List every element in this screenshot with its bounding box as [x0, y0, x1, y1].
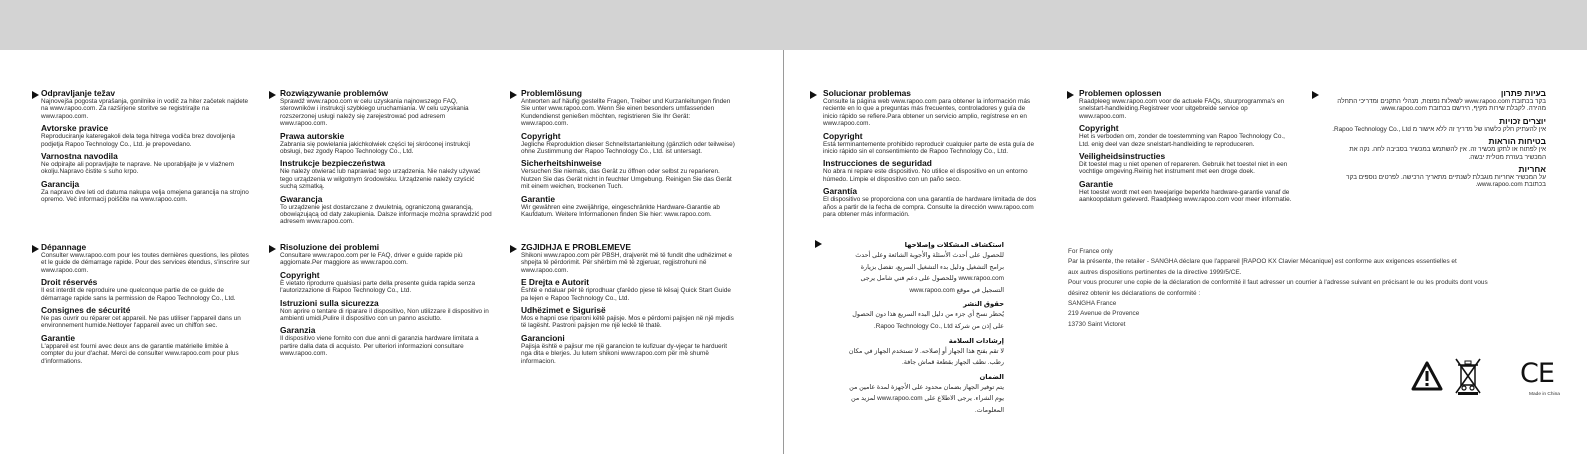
warning-icon [1413, 363, 1441, 389]
heading: Istruzioni sulla sicurezza [280, 297, 379, 308]
heading: Garanzia [280, 325, 316, 336]
body-text: Il dispositivo viene fornito con due anni di garanzia hardware limitata a partire dalla data di acquisto. Per ulteriori informazioni consultare www.rapoo.com. [280, 335, 479, 358]
heading: Gwarancja [280, 193, 323, 204]
heading: Solucionar problemas [823, 88, 911, 98]
body-text: El dispositivo se proporciona con una garantía de hardware limitada de dos años a partir de la fecha de compra. Consulte la dirección www.rapoo.com para obtener más información. [823, 196, 1037, 219]
section-marker-icon [510, 91, 517, 99]
body-text: Reproduciranje kateregakoli dela tega hitrega vodiča brez dovoljenja podjetja Rapoo Technology Co., Ltd. je prepovedano. [41, 133, 235, 148]
heading: Copyright [280, 269, 320, 280]
body-text: Está terminantemente prohibido reproducir cualquier parte de esta guía de inicio rápido sin el consentimiento de Rapoo Technology Co., Ltd. [823, 140, 1035, 156]
section-polish [280, 89, 492, 226]
heading: Copyright [521, 130, 561, 141]
heading: حقوق النشر [963, 301, 1004, 309]
body-text: Consulter www.rapoo.com pour les toutes dernières questions, les pilotes et le guide de démarrage rapide. Pour des services étendus, s'inscrire sur www.rapoo.com. [41, 252, 250, 274]
section-german [521, 89, 739, 218]
heading: Garancija [41, 178, 80, 189]
section-albanian [521, 243, 739, 365]
body-text: אין להעתיק חלק כלשהו של מדריך זה ללא אישור מ Rapoo Technology Co., Ltd. [1332, 125, 1546, 133]
body-text: Nie należy otwierać lub naprawiać tego urządzenia. Nie należy używać tego urządzenia w wilgotnym środowisku. Urządzenie należy czyścić suchą szmatką. [280, 168, 481, 191]
body-text: يُحظر نسخ أي جزء من دليل البدء السريع هذا دون الحصول على إذن من شركة Rapoo Technology Co., Ltd. [852, 311, 1004, 330]
body-text: Za napravo dve leti od datuma nakupa velja omejena garancija na strojno opremo. Več informacij poiščite na www.rapoo.com. [41, 188, 249, 204]
section-marker-icon [269, 245, 276, 253]
body-text: Ne odpirajte ali popravljajte te naprave. Ne uporabljajte je v vlažnem okolju.Napravo čistite s suho krpo. [41, 161, 234, 176]
heading: استكشاف المشكلات وإصلاحها [904, 242, 1004, 249]
section-marker-icon [1067, 91, 1074, 99]
section-marker-icon [269, 91, 276, 99]
body-text: Antworten auf häufig gestellte Fragen, Treiber und Kurzanleitungen finden Sie unter www.rapoo.com. Wenn Sie einen besonders umfassenden Kundendienst genießen möchten, registrieren Sie Ihr Gerät: www.rapoo.com. [521, 98, 731, 128]
body-text: L'appareil est fourni avec deux ans de garantie matérielle limitée à compter du jour d'achat. Merci de consulter www.rapoo.com pour plus d'informations. [41, 342, 239, 365]
heading: Droit réservés [41, 277, 98, 288]
body-text: על המכשיר אחריות מוגבלת לשנתיים מתאריך הרכישה. לפרטים נוספים בקר בכתובת www.rapoo.com. [1346, 174, 1546, 189]
heading: Garantie [521, 193, 555, 204]
body-text: No abra ni repare este dispositivo. No utilice el dispositivo en un entorno húmedo. Limpie el dispositivo con un paño seco. [823, 168, 1028, 183]
section-arabic [840, 241, 1004, 417]
france-line: 13730 Saint Victoret [1068, 320, 1126, 328]
body-text: Jegliche Reproduktion dieser Schnellstartanleitung (gänzlich oder teilweise) ohne Zustimmung der Rapoo Technology Co., Ltd. ist untersagt. [521, 140, 735, 156]
france-line: SANGHA France [1068, 300, 1117, 308]
heading: Instrukcje bezpieczeństwa [280, 158, 386, 169]
france-declaration [1068, 247, 1518, 330]
heading: Prawa autorskie [280, 130, 345, 141]
section-marker-icon [1312, 91, 1319, 99]
section-slovenian [41, 89, 251, 204]
body-text: لا تقم بفتح هذا الجهاز أو إصلاحه. لا تستخدم الجهاز في مكان رطب. نظف الجهاز بقطعة قماش جافة. [848, 347, 1004, 367]
heading: E Drejta e Autorit [521, 277, 590, 288]
body-text: Shikoni www.rapoo.com për PBSH, drajverët më të fundit dhe udhëzimet e shpejta të përdorimit. Për shërbim më të zgjeruar, regjistrohuni në www.rapoo.com. [521, 252, 732, 274]
france-line: 219 Avenue de Provence [1068, 310, 1140, 318]
body-text: Pajisja është e pajisur me një garancion te kufizuar dy-vjeçar te harduerit nga dita e blerjes. Ju lutem shikoni www.rapoo.com për më shumë informacion. [521, 342, 728, 365]
body-text: Wir gewähren eine zweijährige, eingeschränkte Hardware-Garantie ab Kaufdatum. Weitere Informationen finden Sie hier: www.rapoo.com. [521, 203, 720, 219]
heading: Varnostna navodila [41, 151, 118, 162]
fold-line [783, 50, 784, 454]
body-text: Non aprire o tentare di riparare il dispositivo, Non utilizzare il dispositivo in ambienti umidi,Pulire il dispositivo con un panno asciutto. [280, 307, 489, 323]
body-text: È vietato riprodurre qualsiasi parte della presente guida rapida senza l'autorizzazione di Rapoo Technology Co., Ltd. [280, 279, 476, 295]
france-line: aux autres dispositions pertinentes de la directive 1999/5/CE. [1068, 268, 1242, 276]
body-text: يتم توفير الجهاز بضمان محدود على الأجهزة لمدة عامين من يوم الشراء. يرجى الاطلاع على www.rapoo.com لمزيد من المعلومات. [849, 383, 1004, 414]
body-text: Mos e hapni ose riparoni këtë pajisje. Mos e përdorni pajisjen në një mjedis të lagësht. Pastroni pajisjen me një leckë të thatë. [521, 315, 734, 330]
section-marker-icon [32, 91, 39, 99]
heading: Problemlösung [521, 88, 582, 98]
section-hebrew [1330, 89, 1546, 189]
section-italian [280, 243, 492, 358]
body-text: To urządzenie jest dostarczane z dwuletnią, ograniczoną gwarancją, obowiązującą od daty zakupienia. Dalsze informacje można sprawdzić pod adresem www.rapoo.com. [280, 203, 492, 226]
body-text: בקר בכתובת www.rapoo.com לשאלות נפוצות, מנהלי התקנים ומדריכי התחלה מהירה. לקבלת שירות מקיף, הירשם בכתובת www.rapoo.com. [1337, 98, 1546, 113]
france-line: désirez obtenir les déclarations de conformité : [1068, 289, 1201, 297]
body-text: Najnovejša pogosta vprašanja, gonilnike in vodič za hiter začetek najdete na www.rapoo.com. Za razširjene storitve se registrirajte na www.rapoo.com. [41, 98, 249, 120]
section-marker-icon [810, 91, 817, 99]
heading: Risoluzione dei problemi [280, 242, 380, 252]
section-french [41, 243, 251, 365]
body-text: Dit toestel mag u niet openen of repareren. Gebruik het toestel niet in een vochtige omgeving.Reinig het instrument met een droge doek. [1079, 161, 1288, 176]
body-text: Zabrania się powielania jakichkolwiek części tej skróconej instrukcji obsługi, bez zgody Rapoo Technology Co., Ltd. [280, 140, 471, 156]
heading: Consignes de sécurité [41, 305, 131, 316]
heading: Garancioni [521, 332, 565, 343]
heading: الضمان [979, 373, 1004, 381]
body-text: Është e ndaluar për të riprodhuar çfarëdo pjese të kësaj Quick Start Guide pa lejen e Rapoo Technology Co., Ltd. [521, 287, 731, 302]
heading: ZGJIDHJA E PROBLEMEVE [521, 242, 631, 252]
heading: Udhëzimet e Sigurisë [521, 305, 606, 316]
heading: Veiligheidsinstructies [1079, 151, 1166, 162]
heading: Instrucciones de seguridad [823, 158, 932, 169]
top-bar [0, 0, 1587, 50]
body-text: Versuchen Sie niemals, das Gerät zu öffnen oder selbst zu reparieren. Nutzen Sie das Gerät nicht in feuchter Umgebung. Reinigen Sie das Gerät mit einem weichen, trockenen Tuch. [521, 168, 732, 191]
made-in-label: Made in China [1529, 392, 1560, 397]
section-dutch [1079, 89, 1293, 204]
section-marker-icon [32, 245, 39, 253]
heading: בטיחות הוראות [1488, 136, 1546, 147]
heading: בעיות פתרון [1500, 88, 1546, 98]
heading: Sicherheitshinweise [521, 158, 602, 169]
france-line: Par la présente, the retailer - SANGHA déclare que l'appareil [RAPOO KX Clavier Mécanique] est conforme aux exigences essentielles et [1068, 258, 1457, 266]
body-text: Consulte la página web www.rapoo.com para obtener la información más reciente en lo que a preguntas más frecuentes, controladores y guía de inicio rápido se refiere.Para obtener un servicio amplio, regístrese en en www.rapoo.com. [823, 98, 1031, 128]
heading: Avtorske pravice [41, 123, 109, 134]
section-marker-icon [815, 240, 822, 248]
body-text: Het is verboden om, zonder de toestemming van Rapoo Technology Co., Ltd. enig deel van deze snelstart-handleiding te reproduceren. [1079, 133, 1285, 148]
body-text: Het toestel wordt met een tweejarige beperkte hardware-garantie vanaf de aankoopdatum geleverd. Raadpleeg www.rapoo.com voor meer informatie. [1079, 188, 1292, 204]
body-text: للحصول على أحدث الأسئلة والأجوبة الشائعة وعلى أحدث برامج التشغيل ودليل بدء التشغيل السريع، تفضل بزيارة www.rapoo.com وللحصول على دعم فني شامل يرجى التسجيل في موقع www.rapoo.com [855, 252, 1004, 294]
heading: Problemen oplossen [1079, 88, 1162, 98]
heading: Garantie [41, 332, 75, 343]
heading: Dépannage [41, 242, 87, 252]
heading: Garantía [823, 186, 857, 197]
heading: Odpravljanje težav [41, 88, 116, 98]
heading: Copyright [823, 130, 863, 141]
body-text: אין לפתוח או לתקן מכשיר זה. אין להשתמש במכשיר בסביבה לחה. נקה את המכשיר בעזרת מטלית יבשה. [1349, 146, 1546, 161]
heading: יוצרים זכויות [1499, 115, 1546, 126]
body-text: Sprawdź www.rapoo.com w celu uzyskania najnowszego FAQ, sterowników i instrukcji szybkiego uruchamiania. W celu uzyskania rozszerzonej usługi należy się zarejestrować pod adresem www.rapoo.com. [280, 98, 469, 128]
weee-bin-icon [1456, 359, 1480, 395]
section-spanish [823, 89, 1041, 218]
france-line: For France only [1068, 248, 1113, 255]
heading: אחריות [1518, 164, 1546, 175]
body-text: Raadpleeg www.rapoo.com voor de actuele FAQs, stuurprogramma's en snelstart-handleiding.Registreer voor uitgebreide service op www.rapoo.com. [1079, 98, 1285, 120]
body-text: Il est interdit de reproduire une quelconque partie de ce guide de démarrage rapide sans la permission de Rapoo Technology Co., Ltd. [41, 287, 236, 302]
ce-mark: CE [1520, 358, 1554, 389]
section-marker-icon [510, 245, 517, 253]
france-line: Pour vous procurer une copie de la déclaration de conformité il faut adresser un courrier à l'adresse suivant en précisant le ou les produits dont vous [1068, 279, 1488, 287]
body-text: Ne pas ouvrir ou réparer cet appareil. Ne pas utiliser l'appareil dans un environnement humide.Nettoyer l'appareil avec un chiffon sec. [41, 315, 241, 330]
body-text: Consultare www.rapoo.com per le FAQ, driver e guide rapide più aggiornate.Per maggiore as www.rapoo.com. [280, 252, 463, 267]
heading: Garantie [1079, 178, 1113, 189]
heading: Copyright [1079, 123, 1119, 134]
heading: Rozwiązywanie problemów [280, 88, 388, 98]
heading: إرشادات السلامة [948, 337, 1004, 345]
